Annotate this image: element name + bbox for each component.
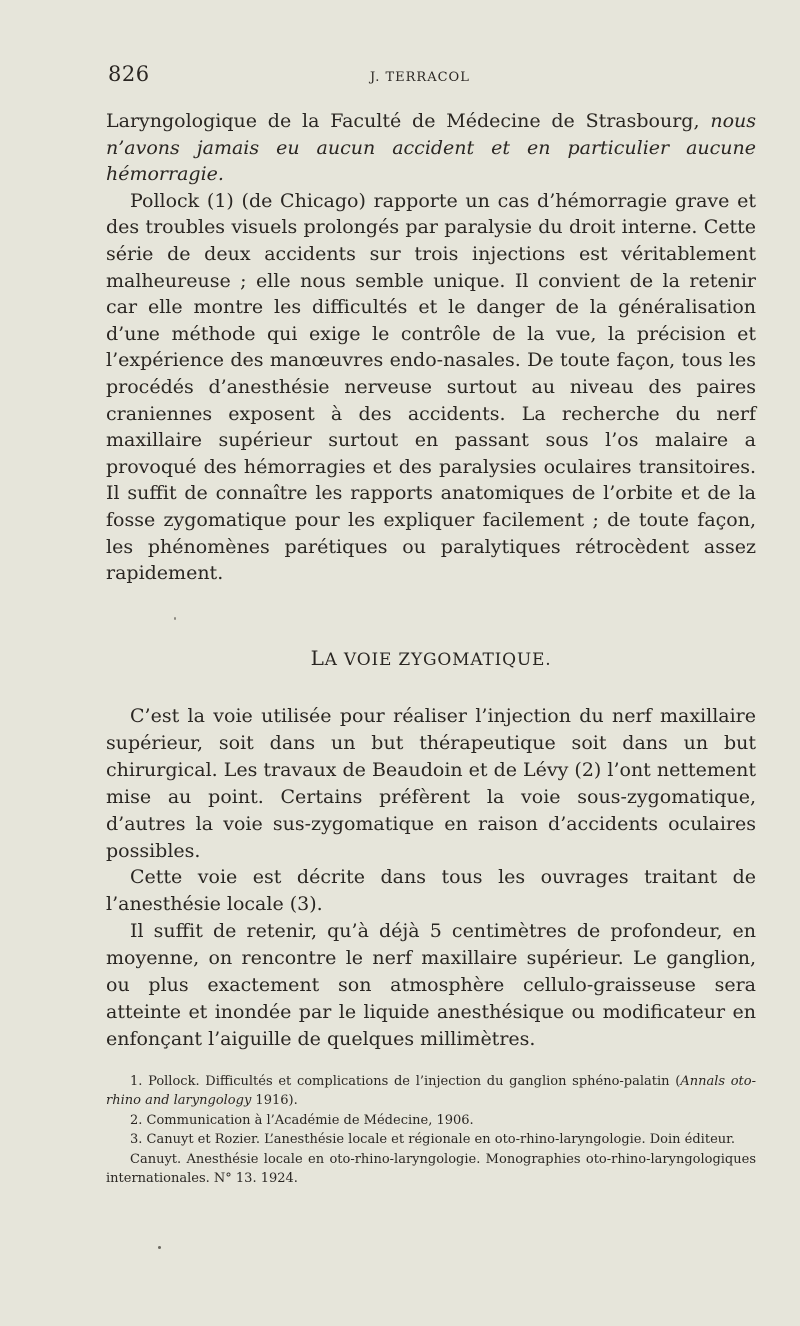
intro-paragraph-1 <box>106 108 756 188</box>
page-header <box>108 62 754 96</box>
section-paragraph-2: Cette voie est décrite dans tous les ouvrages traitant de l’anesthésie locale (3). <box>106 866 756 916</box>
intro-p1-italic: nous n’avons jamais eu aucun accident et en particulier aucune hémorragie. <box>106 110 756 186</box>
intro-p1-roman: Laryngologique de la Faculté de Médecine de Strasbourg, <box>106 110 700 132</box>
ink-speck <box>158 1246 161 1249</box>
section-text <box>106 703 756 1053</box>
footnote-4: Canuyt. Anesthésie locale en oto-rhino-laryngologie. Monographies oto-rhino-laryngologiques internationales. N° 13. 1924. <box>106 1151 756 1187</box>
ink-speck <box>174 617 176 620</box>
page-number: 826 <box>108 62 150 86</box>
footnote-1-a: 1. Pollock. Difficultés et complications de l’injection du ganglion sphéno-palatin ( <box>130 1074 681 1089</box>
footnote-1 <box>106 1072 756 1111</box>
section-heading <box>106 646 756 670</box>
running-head: J. TERRACOL <box>370 70 470 85</box>
section-heading-initial: L <box>310 646 325 670</box>
footnote-3: 3. Canuyt et Rozier. L’anesthésie locale et régionale en oto-rhino-laryngologie. Doin éditeur. <box>130 1132 736 1148</box>
footnotes <box>106 1072 756 1188</box>
section-paragraph-3: Il suffit de retenir, qu’à déjà 5 centimètres de profondeur, en moyenne, on rencontre le nerf maxillaire supérieur. Le ganglion, ou plus exactement son atmosphère cellulo-graisseuse sera atteinte et inondée par le liquide anesthésique ou modificateur en enfonçant l’aiguille de quelques millimètres. <box>106 920 756 1050</box>
intro-paragraph-2: Pollock (1) (de Chicago) rapporte un cas d’hémorragie grave et des troubles visuels prolongés par paralysie du droit interne. Cette série de deux accidents sur trois injections est véritablement malheureuse ; elle nous semble unique. Il convient de la retenir car elle montre les difficultés et le danger de la généralisation d’une méthode qui exige le contrôle de la vue, la précision et l’expérience des manœuvres endo-nasales. De toute façon, tous les procédés d’anesthésie nerveuse surtout au niveau des paires craniennes exposent à des accidents. La recherche du nerf maxillaire supérieur surtout en passant sous l’os malaire a provoqué des hémorragies et des paralysies oculaires transitoires. Il suffit de connaître les rapports anatomiques de l’orbite et de la fosse zygomatique pour les expliquer facilement ; de toute façon, les phénomènes parétiques ou paralytiques rétrocèdent assez rapidement. <box>106 189 756 585</box>
footnote-1-journal: Annals oto-rhino and laryngology <box>106 1074 756 1109</box>
footnote-1-b: 1916). <box>251 1093 298 1109</box>
intro-text <box>106 108 756 587</box>
footnote-2: 2. Communication à l’Académie de Médecine, 1906. <box>130 1112 474 1128</box>
section-heading-rest: A VOIE ZYGOMATIQUE. <box>324 650 552 670</box>
section-paragraph-1: C’est la voie utilisée pour réaliser l’injection du nerf maxillaire supérieur, soit dans un but thérapeutique soit dans un but chirurgical. Les travaux de Beaudoin et de Lévy (2) l’ont nettement mise au point. Certains préfèrent la voie sous-zygomatique, d’autres la voie sus-zygomatique en raison d’accidents oculaires possibles. <box>106 705 756 862</box>
